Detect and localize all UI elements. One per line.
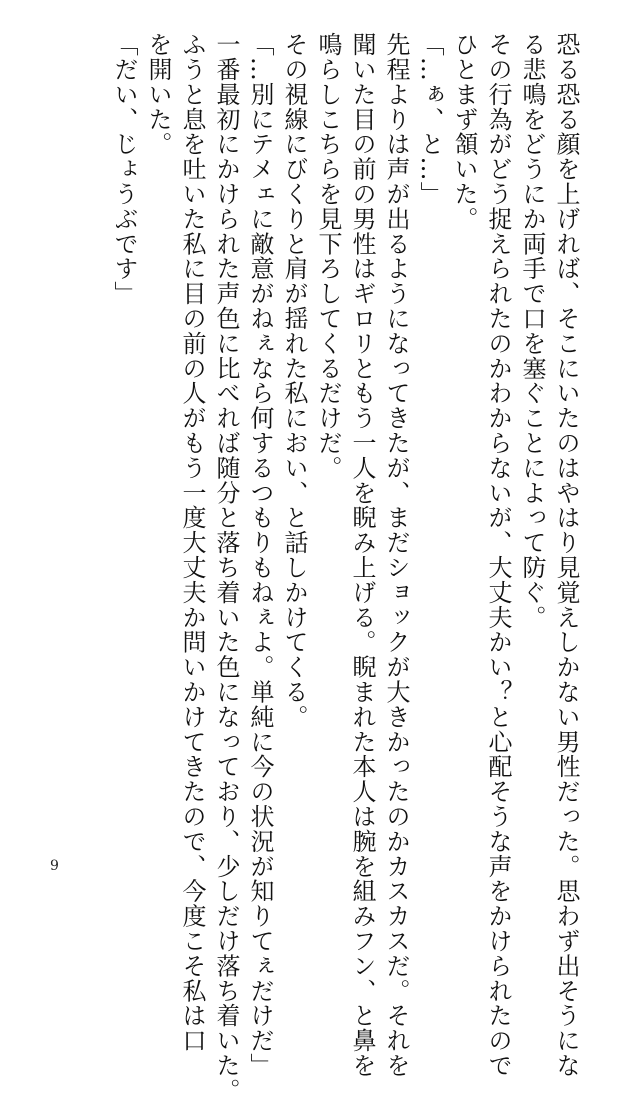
text-line-6: 先程よりは声が出るようになってきたが、まだショックが大きかったのかカスカスだ。それを bbox=[382, 32, 410, 1078]
text-line-12: ふうと息を吐いた私に目の前の人がもう一度大丈夫か問いかけてきたので、今度こそ私は口 bbox=[178, 32, 206, 1053]
text-line-14: 「だい、じょうぶです」 bbox=[110, 32, 138, 306]
text-line-13: を開いた。 bbox=[144, 32, 172, 157]
text-line-3: その行為がどう捉えられたのかわからないが、大丈夫かい？と心配そうな声をかけられたので bbox=[484, 32, 512, 1078]
text-line-11: 一番最初にかけられた声色に比べれば随分と落ち着いた色になっており、少しだけ落ち着いた。 bbox=[212, 32, 240, 1103]
text-line-8: 鳴らしこちらを見下ろしてくるだけだ。 bbox=[314, 32, 342, 481]
vertical-body-text bbox=[43, 32, 583, 1103]
text-line-7: 聞いた目の前の男性はギロリともう一人を睨み上げる。睨まれた本人は腕を組みフン、と鼻を bbox=[348, 32, 376, 1078]
page-number: 9 bbox=[50, 858, 59, 874]
text-line-2: る悲鳴をどうにか両手で口を塞ぐことによって防ぐ。 bbox=[518, 32, 546, 630]
text-line-9: その視線にびくりと肩が揺れた私におい、と話しかけてくる。 bbox=[280, 32, 308, 730]
text-line-4: ひとまず頷いた。 bbox=[450, 32, 478, 232]
text-line-10: 「…別にテメェに敵意がねぇなら何するつもりもねぇよ。単純に今の状況が知りてぇだけだ」 bbox=[246, 32, 274, 1078]
text-line-1: 恐る恐る顔を上げれば、そこにいたのはやはり見覚えしかない男性だった。思わず出そうにな bbox=[552, 32, 580, 1078]
text-line-5: 「…ぁ、と…」 bbox=[416, 32, 444, 207]
